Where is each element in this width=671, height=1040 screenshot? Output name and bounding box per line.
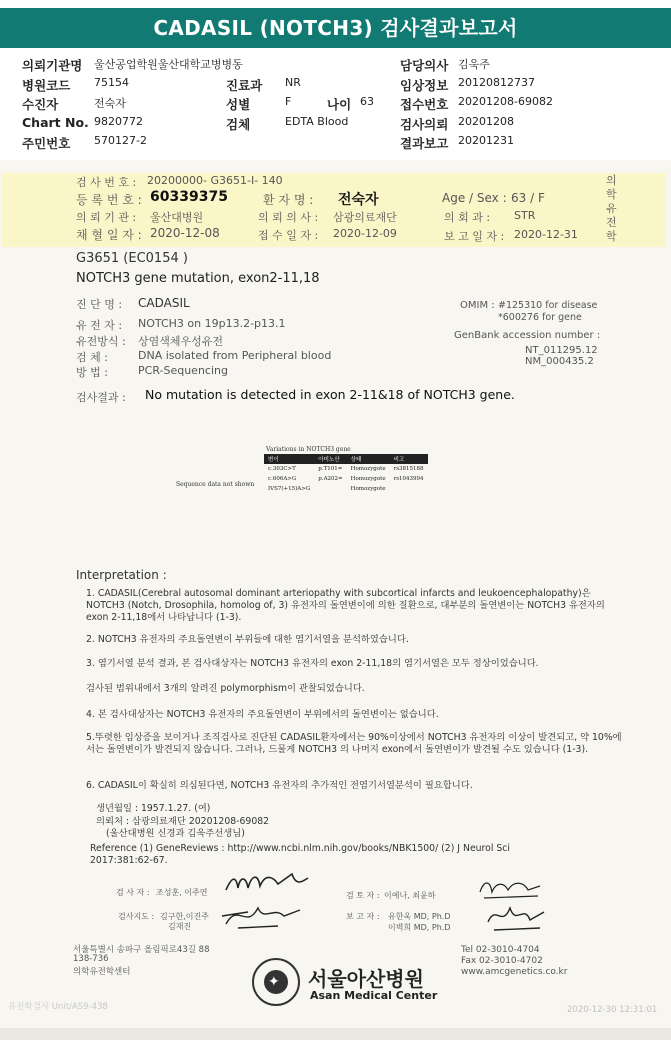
- cell: rs1043994: [393, 476, 424, 482]
- clinical-info-label: 임상정보: [400, 78, 449, 93]
- interp-paragraph-2: 2. NOTCH3 유전자의 주요돌연변이 부위들에 대한 염기서열을 분석하였습니다.: [86, 634, 409, 645]
- mutation-table-header: [264, 454, 428, 464]
- request-value: 20201208: [458, 115, 514, 128]
- hospital-code-label: 병원코드: [22, 78, 71, 93]
- inheritance: 상염색체우성유전: [138, 335, 224, 348]
- genbank-nt: NT_011295.12: [525, 345, 598, 356]
- reporter-label: 보 고 자 :: [346, 912, 380, 921]
- supervisor-names-2: 김재진: [168, 922, 192, 931]
- sex-label: 성별: [226, 97, 251, 112]
- receipt-date-label: 접 수 일 자 :: [258, 229, 319, 242]
- specimen-value: EDTA Blood: [285, 115, 349, 128]
- method: PCR-Sequencing: [138, 364, 228, 377]
- col-amino: 아미노산: [314, 454, 346, 464]
- omim-label: OMIM :: [460, 300, 495, 311]
- website: www.amcgenetics.co.kr: [461, 967, 568, 977]
- address-line-1: 서울특별시 송파구 올림픽로43길 88: [73, 945, 210, 955]
- cell: Homozygote: [350, 476, 386, 482]
- department-value: NR: [285, 76, 301, 89]
- draw-date-label: 채 혈 일 자 :: [76, 228, 142, 242]
- tester-signature: [222, 868, 312, 898]
- cell: rs3815188: [393, 466, 424, 472]
- genbank-nm: NM_000435.2: [525, 356, 594, 367]
- address-line-3: 의학유전학센터: [73, 967, 131, 977]
- test-code: G3651 (EC0154 ): [76, 251, 188, 266]
- doctor-value: 김욱주: [458, 58, 490, 71]
- sequence-note: Sequence data not shown: [176, 481, 255, 488]
- report-date2: 2020-12-31: [514, 228, 578, 241]
- receipt-date: 2020-12-09: [333, 227, 397, 240]
- age-sex-label: Age / Sex :: [442, 191, 507, 205]
- table-row: [264, 464, 428, 474]
- ref-doctor-label: 의 뢰 의 사 :: [258, 211, 319, 224]
- reporter-1: 유한욱 MD, Ph.D: [388, 912, 451, 921]
- col-variant: 변이: [264, 454, 314, 464]
- interp-paragraph-1: 1. CADASIL(Cerebral autosomal dominant arteriopathy with subcortical infarcts and leukoencephalopathy)은 NOTCH3 (Notch, Drosophila, homolog of, 3) 유전자의 돌연변이에 의한 질환으로, 대부분의 돌연변이는 NOTCH3 유전자의 exon 2-11,18에서 나타납니다 (1-3).: [86, 588, 605, 623]
- cell: IVS7(+15)A>G: [268, 486, 311, 492]
- interp-paragraph-4: 4. 본 검사대상자는 NOTCH3 유전자의 주요돌연변이 부위에서의 돌연변이는 없습니다.: [86, 709, 439, 720]
- tester-label: 검 사 자 :: [116, 888, 150, 897]
- test-name: NOTCH3 gene mutation, exon2-11,18: [76, 271, 320, 286]
- specimen-label: 검체: [226, 117, 251, 132]
- gene-label: 유 전 자 :: [76, 319, 123, 332]
- cell: Homozygote: [350, 486, 386, 492]
- dept-side-label: 의학유전학: [606, 174, 617, 243]
- age-value: 63: [360, 95, 374, 108]
- hospital-code-value: 75154: [94, 76, 129, 89]
- reporter-2: 이벽희 MD, Ph.D: [388, 923, 451, 932]
- supervisor-label: 검사지도 :: [118, 912, 155, 921]
- request-label: 검사의뢰: [400, 117, 449, 132]
- hospital-name-kr: 서울아산병원: [308, 967, 424, 991]
- reviewer-names: 이예나, 최윤하: [384, 891, 436, 900]
- department-label: 진료과: [226, 78, 263, 93]
- cell: c.606A>G: [268, 476, 297, 482]
- clinical-info-value: 20120812737: [458, 76, 535, 89]
- age-label: 나이: [327, 97, 352, 112]
- institution-value: 울산공업학원울산대학교병병동: [94, 58, 243, 71]
- hospital-name-en: Asan Medical Center: [310, 989, 438, 1002]
- org: 울산대병원: [150, 211, 204, 224]
- mutation-table-caption: Variations in NOTCH3 gene: [266, 446, 351, 453]
- reg-no-label: 등 록 번 호 :: [76, 193, 142, 207]
- institution-label: 의뢰기관명: [22, 58, 83, 73]
- draw-date: 2020-12-08: [150, 226, 220, 240]
- lab-unit: 유전학검사 Unit/AS9-438: [8, 1002, 108, 1012]
- reporter-signature: [482, 898, 552, 934]
- omim-gene: *600276 for gene: [498, 312, 582, 323]
- report-date2-label: 보 고 일 자 :: [444, 230, 505, 243]
- specimen2-label: 검 체 :: [76, 351, 108, 364]
- test-no-label: 검 사 번 호 :: [76, 176, 137, 189]
- ref-dept: STR: [514, 209, 536, 222]
- cell: p.T101=: [318, 466, 343, 472]
- patient-label: 수진자: [22, 97, 59, 112]
- method-label: 방 법 :: [76, 366, 108, 379]
- ref-dept-label: 의 회 과 :: [444, 211, 491, 224]
- interp-paragraph-3a: 3. 염기서열 분석 결과, 본 검사대상자는 NOTCH3 유전자의 exon 2-11,18의 염기서열은 모두 정상이었습니다.: [86, 658, 539, 669]
- interpretation-heading: Interpretation :: [76, 568, 167, 582]
- receipt-no-label: 접수번호: [400, 97, 449, 112]
- referring-institution: 의뢰처 : 삼광의료재단 20201208-69082: [96, 816, 270, 827]
- interp-paragraph-6: 6. CADASIL이 확실히 의심된다면, NOTCH3 유전자의 추가적인 전염기서열분석이 필요합니다.: [86, 780, 473, 791]
- mutation-table: [264, 454, 428, 494]
- chart-no-value: 9820772: [94, 115, 143, 128]
- test-no: 20200000- G3651-I- 140: [147, 174, 283, 187]
- report-date-label: 결과보고: [400, 136, 449, 151]
- cell: [314, 484, 346, 494]
- address-line-2: 138-736: [73, 954, 109, 964]
- patient-name: 전숙자: [338, 192, 379, 208]
- supervisor-names: 김구한,이진주: [160, 912, 209, 921]
- page-bottom-strip: [0, 1028, 671, 1040]
- age-sex: 63 / F: [511, 191, 545, 205]
- print-timestamp: 2020-12-30 12:31:01: [567, 1005, 658, 1015]
- cell: c.303C>T: [268, 466, 296, 472]
- birth-date: 생년월일 : 1957.1.27. (여): [96, 803, 211, 814]
- report-date-value: 20201231: [458, 134, 514, 147]
- referring-doctor: (울산대병원 신경과 김욱주선생님): [106, 828, 245, 839]
- org-label: 의 뢰 기 관 :: [76, 211, 137, 224]
- fax: Fax 02-3010-4702: [461, 956, 543, 966]
- diagnosis: CADASIL: [138, 296, 190, 310]
- inheritance-label: 유전방식 :: [76, 335, 126, 348]
- result-label: 검사결과 :: [76, 391, 126, 404]
- col-status: 상태: [347, 454, 390, 464]
- patient-name-label: 환 자 명 :: [263, 193, 314, 207]
- tel: Tel 02-3010-4704: [461, 945, 540, 955]
- ref-doctor: 삼광의료재단: [333, 211, 397, 224]
- interp-paragraph-5: 5.뚜렷한 임상증을 보이거나 조직검사로 진단된 CADASIL환자에서는 90%이상에서 NOTCH3 유전자의 이상이 발견되고, 약 10%에서는 돌연변이가 발견되지 않습니다. 그러나, 드물게 NOTCH3 의 나머지 exon에서 돌연변이가 발견될 수도 있습니다 (1-3).: [86, 732, 622, 755]
- reg-no: 60339375: [150, 189, 228, 205]
- genbank-label: GenBank accession number :: [454, 330, 601, 341]
- omim-disease: #125310 for disease: [498, 300, 598, 311]
- cell: Homozygote: [350, 466, 386, 472]
- tester-names: 조성훈, 이주연: [156, 888, 208, 897]
- reviewer-label: 검 토 자 :: [346, 891, 380, 900]
- table-row: [264, 474, 428, 484]
- specimen2: DNA isolated from Peripheral blood: [138, 349, 332, 362]
- col-note: 비고: [390, 454, 428, 464]
- asan-foundation-logo: ✦: [252, 958, 300, 1006]
- gene: NOTCH3 on 19p13.2-p13.1: [138, 317, 286, 330]
- report-title: CADASIL (NOTCH3) 검사결과보고서: [0, 8, 671, 48]
- cell: p.A202=: [318, 476, 343, 482]
- doctor-label: 담당의사: [400, 58, 449, 73]
- chart-no-label: Chart No.: [22, 115, 89, 130]
- patient-value: 전숙자: [94, 97, 126, 110]
- result-text: No mutation is detected in exon 2-11&18 of NOTCH3 gene.: [145, 387, 515, 402]
- cell: [390, 484, 428, 494]
- diagnosis-label: 진 단 명 :: [76, 298, 123, 311]
- reference: Reference (1) GeneReviews : http://www.ncbi.nlm.nih.gov/books/NBK1500/ (2) J Neurol Sci 2017:381:62-67.: [90, 843, 510, 866]
- supervisor-signature: [218, 898, 304, 932]
- table-row: [264, 484, 428, 494]
- resident-no-value: 570127-2: [94, 134, 147, 147]
- sex-value: F: [285, 95, 292, 108]
- interp-paragraph-3b: 검사된 범위내에서 3개의 알려진 polymorphism이 관찰되었습니다.: [86, 683, 365, 694]
- resident-no-label: 주민번호: [22, 136, 71, 151]
- receipt-no-value: 20201208-69082: [458, 95, 553, 108]
